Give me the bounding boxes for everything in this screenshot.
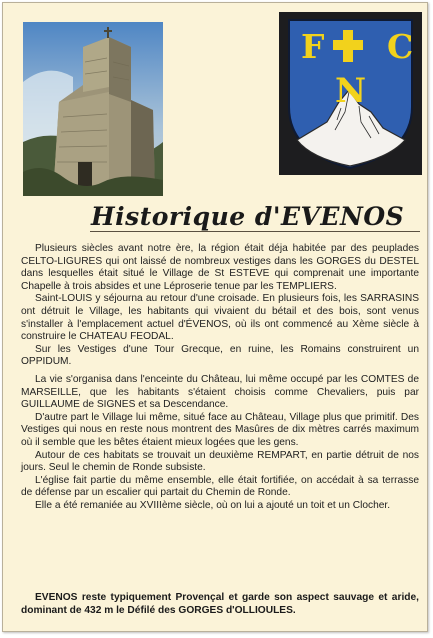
history-text bbox=[21, 243, 419, 512]
stone-church-tower-photo-icon bbox=[23, 22, 163, 196]
postcard bbox=[2, 2, 428, 632]
church-photo bbox=[23, 22, 163, 196]
paragraph-7: L'église fait partie du même ensemble, elle était fortifiée, on accédait à sa terrasse de défense par un escalier qui partait du Chemin de Ronde. bbox=[21, 474, 419, 499]
shield-letter-n: N bbox=[335, 71, 367, 111]
shield-letter-f: F bbox=[301, 27, 325, 66]
paragraph-8: Elle a été remaniée au XVIIIème siècle, où on lui a ajouté un toit et un Clocher. bbox=[35, 499, 391, 511]
coat-of-arms bbox=[279, 12, 422, 175]
paragraph-3: Sur les Vestiges d'une Tour Grecque, en ruine, les Romains construirent un OPPIDUM. bbox=[21, 343, 419, 368]
paragraph-2: Saint-LOUIS y séjourna au retour d'une croisade. En plusieurs fois, les SARRASINS ont détruit le Village, les habitants qui vivaient du bétail et des bois, sont venus s'installer à l'emplacement actuel d'ÉVENOS, où ils ont commencé au Xème siècle à construire le CHATEAU FEODAL. bbox=[21, 293, 419, 343]
paragraph-4: La vie s'organisa dans l'enceinte du Château, lui même occupé par les COMTES de MARSEILLE, que les habitants s'étaient choisis comme Chevaliers, puis par GUILLAUME de SIGNES et sa Descendance. bbox=[21, 373, 419, 411]
paragraph-1: Plusieurs siècles avant notre ère, la région était déja habitée par des peuplades CELTO-LIGURES qui ont laissé de nombreux vestiges dans les GORGES du DESTEL dans lesquelles était situé le Village de St ESTEVE qui comprenait une importante Chapelle à trois absides et une Léproserie tenue par les TEMPLIERS. bbox=[21, 243, 419, 292]
paragraph-6: Autour de ces habitats se trouvait un deuxième REMPART, en partie détruit de nos jours. Seul le chemin de Ronde subsiste. bbox=[21, 449, 419, 474]
page-title: Historique d'EVENOS bbox=[91, 202, 405, 231]
title-underline bbox=[90, 231, 420, 232]
closing-paragraph: EVENOS reste typiquement Provençal et garde son aspect sauvage et aride, dominant de 432 m le Défilé des GORGES d'OLLIOULES. bbox=[21, 592, 419, 616]
shield-letter-c: C bbox=[387, 27, 414, 66]
paragraph-5: D'autre part le Village lui même, situé face au Château, Village plus que primitif. Des Vestiges qui nous en reste nous montrent des Masûres de dix mètres carrés maximum où il semble que les bêtes étaient mieux logées que les gens. bbox=[21, 411, 419, 448]
evenos-shield-icon bbox=[279, 12, 422, 175]
closing-statement bbox=[21, 591, 419, 617]
